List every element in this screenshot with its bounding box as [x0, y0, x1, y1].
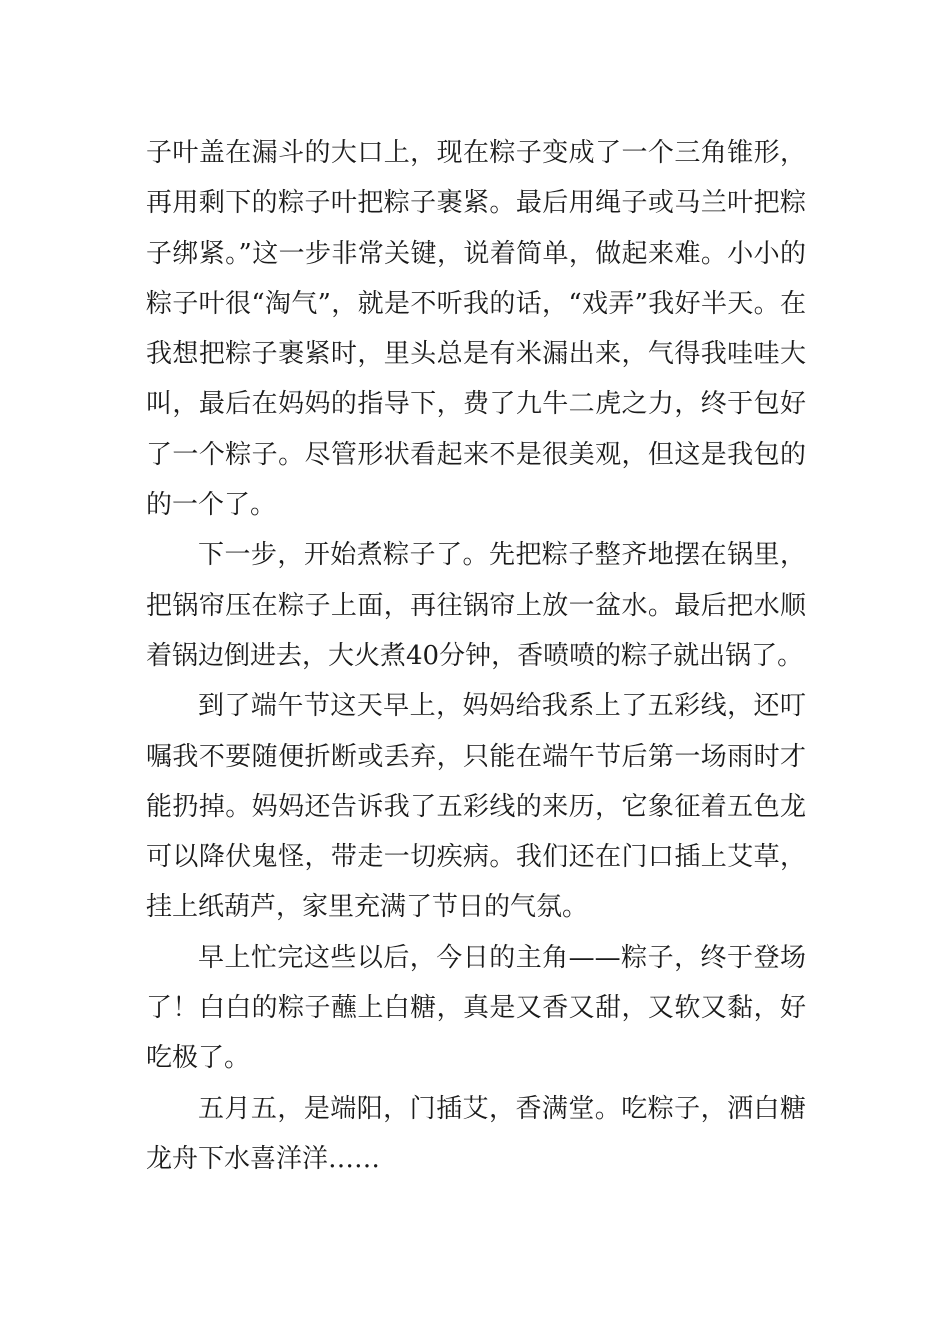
paragraph-3: 到了端午节这天早上，妈妈给我系上了五彩线，还叮嘱我不要随便折断或丢弃，只能在端午节后第一场雨时才能扔掉。妈妈还告诉我了五彩线的来历，它象征着五色龙可以降伏鬼怪，带走一切疾病。我们还在门口插上艾草，挂上纸葫芦，家里充满了节日的气氛。 [146, 691, 806, 923]
paragraph-5: 五月五，是端阳，门插艾，香满堂。吃粽子，洒白糖龙舟下水喜洋洋…… [146, 1093, 806, 1174]
paragraph-2: 下一步，开始煮粽子了。先把粽子整齐地摆在锅里，把锅帘压在粽子上面，再往锅帘上放一盆水。最后把水顺着锅边倒进去，大火煮40分钟，香喷喷的粽子就出锅了。 [146, 540, 806, 671]
document-body [146, 128, 806, 1184]
paragraph-4: 早上忙完这些以后，今日的主角——粽子，终于登场了！白白的粽子蘸上白糖，真是又香又甜，又软又黏，好吃极了。 [146, 942, 806, 1074]
paragraph-1: 子叶盖在漏斗的大口上，现在粽子变成了一个三角锥形，再用剩下的粽子叶把粽子裹紧。最后用绳子或马兰叶把粽子绑紧。”这一步非常关键，说着简单，做起来难。小小的粽子叶很“淘气”，就是不听我的话，“戏弄”我好半天。在我想把粽子裹紧时，里头总是有米漏出来，气得我哇哇大叫，最后在妈妈的指导下，费了九牛二虎之力，终于包好了一个粽子。尽管形状看起来不是很美观，但这是我包的的一个了。 [146, 138, 806, 521]
